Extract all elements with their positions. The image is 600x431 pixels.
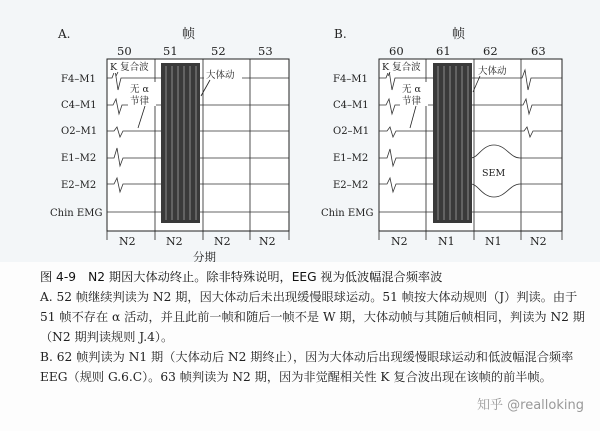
caption-paragraph-a: A. 52 帧继续判读为 N2 期，因大体动后未出现缓慢眼球运动。51 帧按大体动规则（J）判读。由于 51 帧不存在 α 活动，并且此前一帧和随后一帧不是 W 期，大体动帧与其随后帧相同，判读为 N2 期（N2 期判读规则 J.4）。 [40,290,585,344]
panel-b-stage-61: N1 [438,235,455,248]
panel-a-epoch-50: 50 [117,44,132,58]
panel-b-epoch-61: 61 [436,44,451,58]
panel-a-channel-c4: C4–M1 [61,100,97,111]
panel-a-stage-51: N2 [166,235,183,248]
panel-a-channel-o2: O2–M1 [61,126,98,137]
panel-b-channel-e1: E1–M2 [333,153,369,164]
panel-b-epoch-60: 60 [389,44,404,58]
panel-a-epoch-52: 52 [211,44,226,58]
panel-b-stage-62: N1 [485,235,502,248]
panel-b-channel-e2: E2–M2 [333,180,369,191]
panel-b [321,26,562,248]
panel-b-channel-chin: Chin EMG [321,208,374,219]
panel-a-frame-title: 帧 [182,27,196,42]
watermark: 知乎 @realloking [477,398,584,413]
panel-b-label-movement: 大体动 [478,66,507,77]
panel-a-epoch-51: 51 [163,44,178,58]
panel-b-epoch-63: 63 [531,44,546,58]
figure-caption [40,267,588,387]
panel-a-channel-e1: E1–M2 [61,153,97,164]
panel-b-channel-c4: C4–M1 [333,100,369,111]
panel-b-channel-f4: F4–M1 [333,74,368,85]
panel-b-letter: B. [334,27,347,41]
caption-title: 图 4-9 N2 期因大体动终止。除非特殊说明，EEG 视为低波幅混合频率波 [40,270,443,284]
panel-b-frame-title: 帧 [452,27,466,42]
panel-a [50,26,289,262]
panel-a-movement-artifact [161,63,200,223]
panel-b-label-no-alpha-1: 无 α [402,84,421,95]
caption-paragraph-b: B. 62 帧判读为 N1 期（大体动后 N2 期终止），因为大体动后出现缓慢眼球运动和低波幅混合频率 EEG（规则 G.6.C）。63 帧判读为 N2 期，因为非觉醒相关性 K 复合波出现在该帧的前半帧。 [40,350,574,384]
panel-a-channel-chin: Chin EMG [50,208,103,219]
panel-a-label-movement: 大体动 [206,70,235,81]
panel-b-movement-artifact [433,63,472,223]
panel-a-stage-53: N2 [259,235,276,248]
panel-a-channel-f4: F4–M1 [61,74,96,85]
panel-b-label-no-alpha-2: 节律 [402,96,422,107]
panel-b-channel-o2: O2–M1 [333,126,370,137]
panel-a-bottom-title: 分期 [193,250,216,262]
panel-b-label-sem: SEM [482,168,506,179]
panel-b-stage-60: N2 [391,235,408,248]
panel-a-epoch-53: 53 [258,44,273,58]
panel-b-epoch-62: 62 [483,44,498,58]
panel-a-letter: A. [58,27,71,41]
panel-a-channel-e2: E2–M2 [61,180,97,191]
panel-a-label-no-alpha-1: 无 α [130,84,149,95]
panel-b-label-k-complex: K 复合波 [382,62,421,73]
panel-a-stage-52: N2 [214,235,231,248]
panel-a-label-k-complex: K 复合波 [110,62,149,73]
panel-a-stage-50: N2 [119,235,136,248]
panel-a-label-no-alpha-2: 节律 [130,96,150,107]
panel-b-stage-63: N2 [530,235,547,248]
